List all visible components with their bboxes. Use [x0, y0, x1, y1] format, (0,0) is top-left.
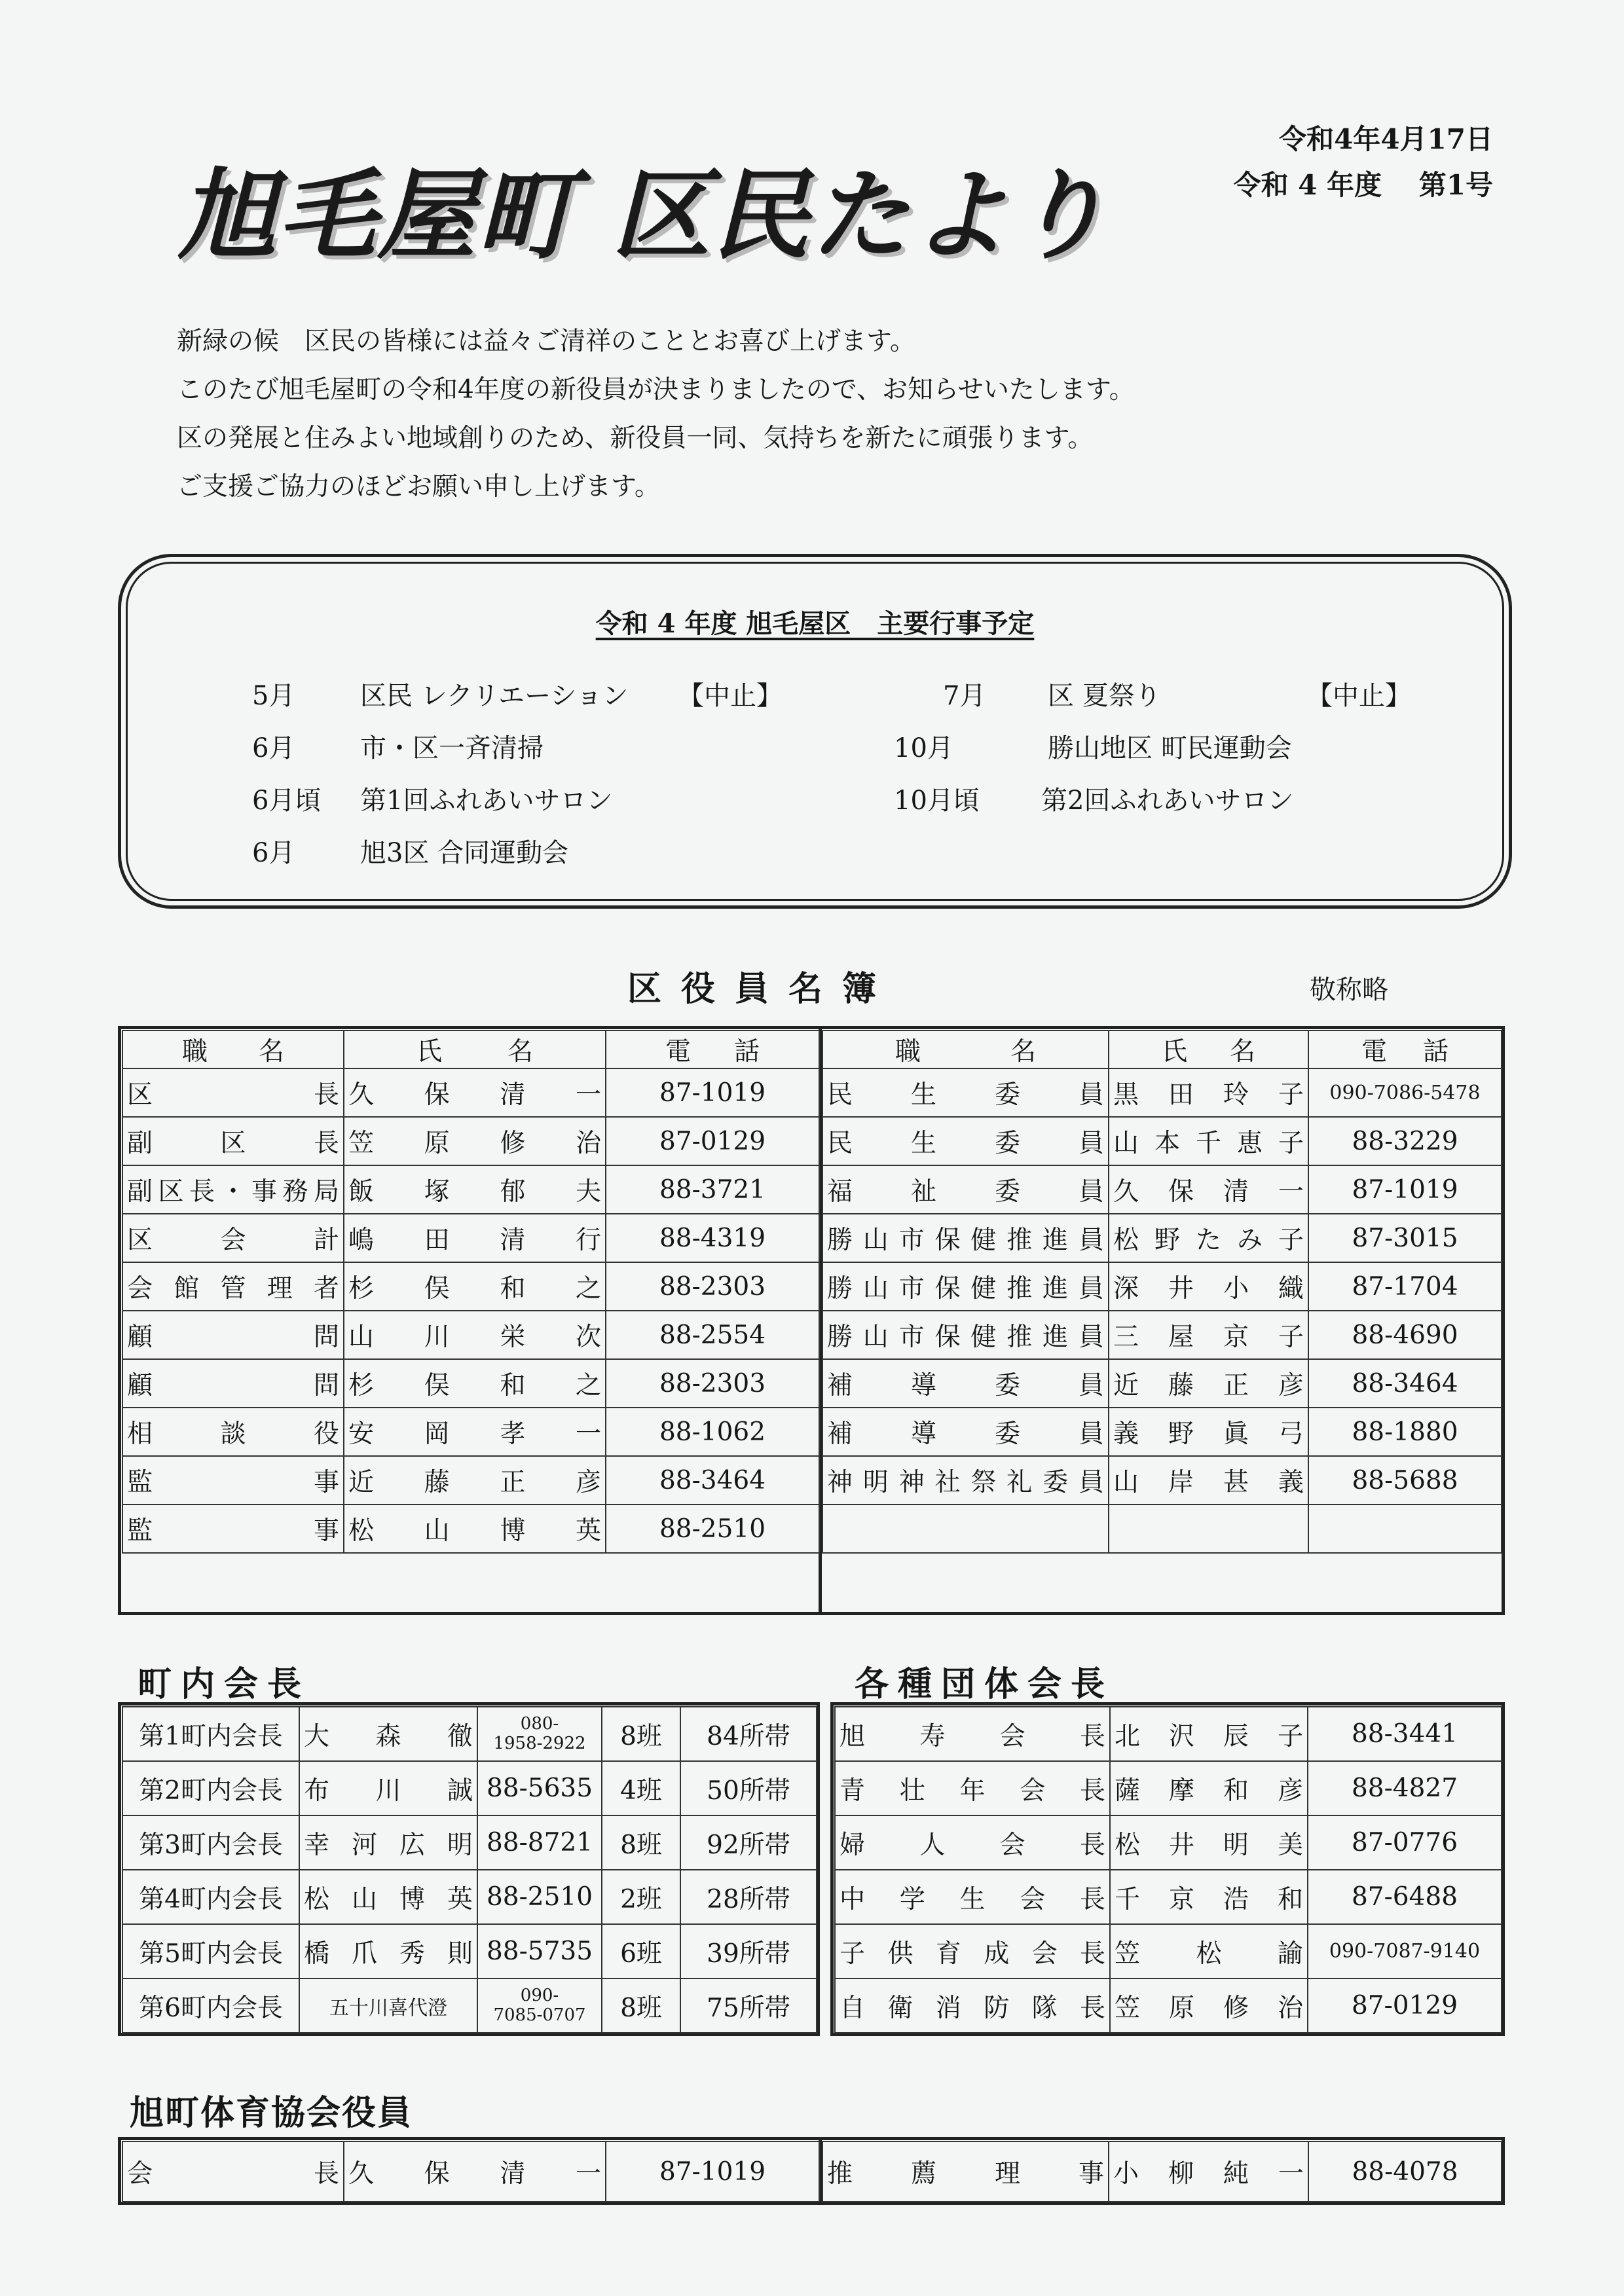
- phone-cell: 88-2554: [606, 1311, 819, 1359]
- intro-line: 新緑の候 区民の皆様には益々ご清祥のこととお喜び上げます。: [177, 327, 915, 356]
- position-cell: 監事: [122, 1504, 344, 1553]
- name-cell: 笠松諭: [1110, 1924, 1308, 1978]
- name-cell: 義野眞弓: [1109, 1408, 1308, 1456]
- name-cell: 松山博英: [344, 1504, 606, 1553]
- name-cell: 飯塚郁夫: [344, 1165, 606, 1214]
- position-cell: 第2町内会長: [122, 1761, 299, 1815]
- table-row: [122, 1978, 817, 2033]
- event-name: 旭3区 合同運動会: [360, 838, 569, 868]
- intro-line: このたび旭毛屋町の令和4年度の新役員が決まりましたので、お知らせいたします。: [177, 375, 1135, 405]
- name-cell: 松野たみ子: [1109, 1214, 1308, 1262]
- position-cell: 顧問: [122, 1359, 344, 1408]
- dantai-table: [834, 1706, 1502, 2033]
- newsletter-title: 旭毛屋町 区民たより: [178, 159, 1110, 273]
- position-cell: 区会計: [122, 1214, 344, 1262]
- table-header-row: [122, 1030, 819, 1068]
- phone-cell: 88-4078: [1308, 2141, 1502, 2202]
- table-row: [822, 1117, 1502, 1165]
- table-row: [822, 2141, 1502, 2202]
- table-row: [835, 1761, 1502, 1815]
- header-cell: 職名: [122, 1030, 344, 1068]
- phone-cell: 88-8721: [477, 1815, 602, 1870]
- phone-cell: 88-3464: [1308, 1359, 1502, 1408]
- position-cell: 会館管理者: [122, 1262, 344, 1311]
- table-row: [822, 1408, 1502, 1456]
- phone-cell: 080- 1958-2922: [477, 1707, 602, 1761]
- name-cell: 松山博英: [299, 1870, 477, 1924]
- phone-cell: 87-6488: [1308, 1870, 1502, 1924]
- table-row: [122, 1707, 817, 1761]
- table-header-row: [822, 1030, 1502, 1068]
- position-cell: 区長: [122, 1068, 344, 1117]
- table-row: [822, 1311, 1502, 1359]
- phone-cell: 87-0129: [606, 1117, 819, 1165]
- phone-cell: 88-4690: [1308, 1311, 1502, 1359]
- event-month: 5月: [252, 681, 295, 711]
- phone-cell: 88-2303: [606, 1359, 819, 1408]
- phone-cell: 88-2510: [477, 1870, 602, 1924]
- event-month: 6月: [252, 733, 295, 763]
- taiiku-table-left: [122, 2141, 820, 2202]
- position-cell: 推薦理事: [822, 2141, 1109, 2202]
- table-row: [122, 1456, 819, 1504]
- phone-cell: 87-1704: [1308, 1262, 1502, 1311]
- position-cell: 勝山市保健推進員: [822, 1214, 1109, 1262]
- table-row: [822, 1504, 1502, 1553]
- position-cell: 会長: [122, 2141, 344, 2202]
- issue-number: 令和 4 年度 第1号: [1233, 169, 1493, 201]
- phone-cell: 88-4827: [1308, 1761, 1502, 1815]
- event-month: 10月: [894, 733, 953, 763]
- phone-cell: 88-3464: [606, 1456, 819, 1504]
- name-cell: 笠原修治: [1110, 1978, 1308, 2033]
- position-cell: 民生委員: [822, 1068, 1109, 1117]
- table-row: [122, 1165, 819, 1214]
- phone-cell: 090- 7085-0707: [477, 1978, 602, 2033]
- taiiku-table-right: [822, 2141, 1502, 2202]
- name-cell: 杉俣和之: [344, 1359, 606, 1408]
- table-row: [835, 1707, 1502, 1761]
- position-cell: 勝山市保健推進員: [822, 1311, 1109, 1359]
- table-row: [822, 1214, 1502, 1262]
- position-cell: 監事: [122, 1456, 344, 1504]
- position-cell: 補導委員: [822, 1359, 1109, 1408]
- position-cell: 神明神社祭礼委員: [822, 1456, 1109, 1504]
- household-count-cell: 39所帯: [680, 1924, 817, 1978]
- position-cell: 第6町内会長: [122, 1978, 299, 2033]
- position-cell: 民生委員: [822, 1117, 1109, 1165]
- table-row: [835, 1870, 1502, 1924]
- phone-cell: 88-2303: [606, 1262, 819, 1311]
- phone-cell: 88-3721: [606, 1165, 819, 1214]
- table-row: [122, 1214, 819, 1262]
- table-row: [122, 1815, 817, 1870]
- position-cell: 第1町内会長: [122, 1707, 299, 1761]
- position-cell: 青壮年会長: [835, 1761, 1110, 1815]
- position-cell: 婦人会長: [835, 1815, 1110, 1870]
- table-row: [122, 1504, 819, 1553]
- phone-cell: 88-5688: [1308, 1456, 1502, 1504]
- phone-cell: 87-1019: [606, 1068, 819, 1117]
- name-cell: 橋爪秀則: [299, 1924, 477, 1978]
- household-count-cell: 28所帯: [680, 1870, 817, 1924]
- table-row: [822, 1165, 1502, 1214]
- table-row: [822, 1359, 1502, 1408]
- name-cell: 北沢辰子: [1110, 1707, 1308, 1761]
- position-cell: 勝山市保健推進員: [822, 1262, 1109, 1311]
- table-row: [122, 1870, 817, 1924]
- officers-title: 区役員名簿: [627, 970, 896, 1009]
- name-cell: 千京浩和: [1110, 1870, 1308, 1924]
- household-count-cell: 75所帯: [680, 1978, 817, 2033]
- phone-cell: 87-3015: [1308, 1214, 1502, 1262]
- table-row: [822, 1262, 1502, 1311]
- position-cell: 顧問: [122, 1311, 344, 1359]
- phone-cell: 090-7086-5478: [1308, 1068, 1502, 1117]
- table-row: [835, 1815, 1502, 1870]
- name-cell: [1109, 1504, 1308, 1553]
- chonaikai-title: 町内会長: [138, 1665, 311, 1704]
- event-note: 【中止】: [1306, 681, 1411, 711]
- phone-cell: 88-2510: [606, 1504, 819, 1553]
- name-cell: 小柳純一: [1109, 2141, 1308, 2202]
- position-cell: [822, 1504, 1109, 1553]
- intro-line: ご支援ご協力のほどお願い申し上げます。: [177, 472, 660, 501]
- name-cell: 五十川喜代澄: [299, 1978, 477, 2033]
- name-cell: 黒田玲子: [1109, 1068, 1308, 1117]
- phone-cell: 88-3229: [1308, 1117, 1502, 1165]
- phone-cell: 87-1019: [1308, 1165, 1502, 1214]
- phone-cell: 88-3441: [1308, 1707, 1502, 1761]
- event-note: 【中止】: [678, 681, 783, 711]
- phone-cell: [1308, 1504, 1502, 1553]
- honorific-note: 敬称略: [1310, 975, 1388, 1005]
- name-cell: 松井明美: [1110, 1815, 1308, 1870]
- name-cell: 山本千恵子: [1109, 1117, 1308, 1165]
- position-cell: 第5町内会長: [122, 1924, 299, 1978]
- position-cell: 第4町内会長: [122, 1870, 299, 1924]
- table-row: [122, 1408, 819, 1456]
- household-count-cell: 84所帯: [680, 1707, 817, 1761]
- group-count-cell: 8班: [602, 1978, 680, 2033]
- name-cell: 布川誠: [299, 1761, 477, 1815]
- table-row: [122, 1924, 817, 1978]
- name-cell: 嶋田清行: [344, 1214, 606, 1262]
- event-month: 7月: [943, 681, 986, 711]
- table-row: [122, 1117, 819, 1165]
- event-month: 6月: [252, 838, 295, 868]
- phone-cell: 88-1062: [606, 1408, 819, 1456]
- position-cell: 中学生会長: [835, 1870, 1110, 1924]
- event-name: 区民 レクリエーション: [360, 681, 629, 711]
- table-row: [822, 1068, 1502, 1117]
- name-cell: 大森徹: [299, 1707, 477, 1761]
- position-cell: 補導委員: [822, 1408, 1109, 1456]
- name-cell: 杉俣和之: [344, 1262, 606, 1311]
- issue-date: 令和4年4月17日: [1279, 123, 1493, 155]
- phone-cell: 88-1880: [1308, 1408, 1502, 1456]
- group-count-cell: 2班: [602, 1870, 680, 1924]
- position-cell: 福祉委員: [822, 1165, 1109, 1214]
- event-name: 市・区一斉清掃: [360, 733, 544, 763]
- table-row: [122, 1761, 817, 1815]
- phone-cell: 87-1019: [606, 2141, 819, 2202]
- event-month: 6月頃: [252, 786, 322, 816]
- header-cell: 氏名: [344, 1030, 606, 1068]
- name-cell: 近藤正彦: [344, 1456, 606, 1504]
- name-cell: 安岡孝一: [344, 1408, 606, 1456]
- position-cell: 相談役: [122, 1408, 344, 1456]
- header-cell: 電話: [606, 1030, 819, 1068]
- table-row: [122, 1262, 819, 1311]
- taiiku-title: 旭町体育協会役員: [130, 2094, 413, 2133]
- table-row: [122, 1359, 819, 1408]
- event-name: 第2回ふれあいサロン: [1041, 786, 1294, 816]
- intro-line: 区の発展と住みよい地域創りのため、新役員一同、気持ちを新たに頑張ります。: [177, 424, 1094, 453]
- header-cell: 職名: [822, 1030, 1109, 1068]
- chonaikai-table: [122, 1706, 817, 2033]
- event-name: 第1回ふれあいサロン: [360, 786, 613, 816]
- officers-table-right: [822, 1030, 1502, 1554]
- position-cell: 副区長・事務局: [122, 1165, 344, 1214]
- event-name: 区 夏祭り: [1048, 681, 1161, 711]
- header-cell: 氏名: [1109, 1030, 1308, 1068]
- name-cell: 薩摩和彦: [1110, 1761, 1308, 1815]
- officers-table-left: [122, 1030, 820, 1554]
- phone-cell: 88-5635: [477, 1761, 602, 1815]
- name-cell: 久保清一: [344, 2141, 606, 2202]
- name-cell: 久保清一: [1109, 1165, 1308, 1214]
- event-month: 10月頃: [894, 786, 980, 816]
- name-cell: 山川栄次: [344, 1311, 606, 1359]
- name-cell: 三屋京子: [1109, 1311, 1308, 1359]
- position-cell: 第3町内会長: [122, 1815, 299, 1870]
- household-count-cell: 50所帯: [680, 1761, 817, 1815]
- table-row: [122, 2141, 819, 2202]
- dantai-title: 各種団体会長: [855, 1665, 1115, 1704]
- name-cell: 近藤正彦: [1109, 1359, 1308, 1408]
- event-name: 勝山地区 町民運動会: [1048, 733, 1292, 763]
- name-cell: 深井小織: [1109, 1262, 1308, 1311]
- phone-cell: 88-4319: [606, 1214, 819, 1262]
- position-cell: 旭寿会長: [835, 1707, 1110, 1761]
- table-row: [122, 1311, 819, 1359]
- phone-cell: 87-0129: [1308, 1978, 1502, 2033]
- table-row: [822, 1456, 1502, 1504]
- group-count-cell: 4班: [602, 1761, 680, 1815]
- name-cell: 山岸甚義: [1109, 1456, 1308, 1504]
- group-count-cell: 8班: [602, 1707, 680, 1761]
- table-row: [835, 1924, 1502, 1978]
- name-cell: 笠原修治: [344, 1117, 606, 1165]
- group-count-cell: 6班: [602, 1924, 680, 1978]
- name-cell: 幸河広明: [299, 1815, 477, 1870]
- phone-cell: 87-0776: [1308, 1815, 1502, 1870]
- event-schedule-box: [126, 562, 1504, 901]
- position-cell: 自衛消防隊長: [835, 1978, 1110, 2033]
- group-count-cell: 8班: [602, 1815, 680, 1870]
- table-row: [122, 1068, 819, 1117]
- table-row: [835, 1978, 1502, 2033]
- phone-cell: 88-5735: [477, 1924, 602, 1978]
- position-cell: 副区長: [122, 1117, 344, 1165]
- header-cell: 電話: [1308, 1030, 1502, 1068]
- household-count-cell: 92所帯: [680, 1815, 817, 1870]
- event-schedule-title: 令和 4 年度 旭毛屋区 主要行事予定: [595, 608, 1035, 639]
- name-cell: 久保清一: [344, 1068, 606, 1117]
- phone-cell: 090-7087-9140: [1308, 1924, 1502, 1978]
- position-cell: 子供育成会長: [835, 1924, 1110, 1978]
